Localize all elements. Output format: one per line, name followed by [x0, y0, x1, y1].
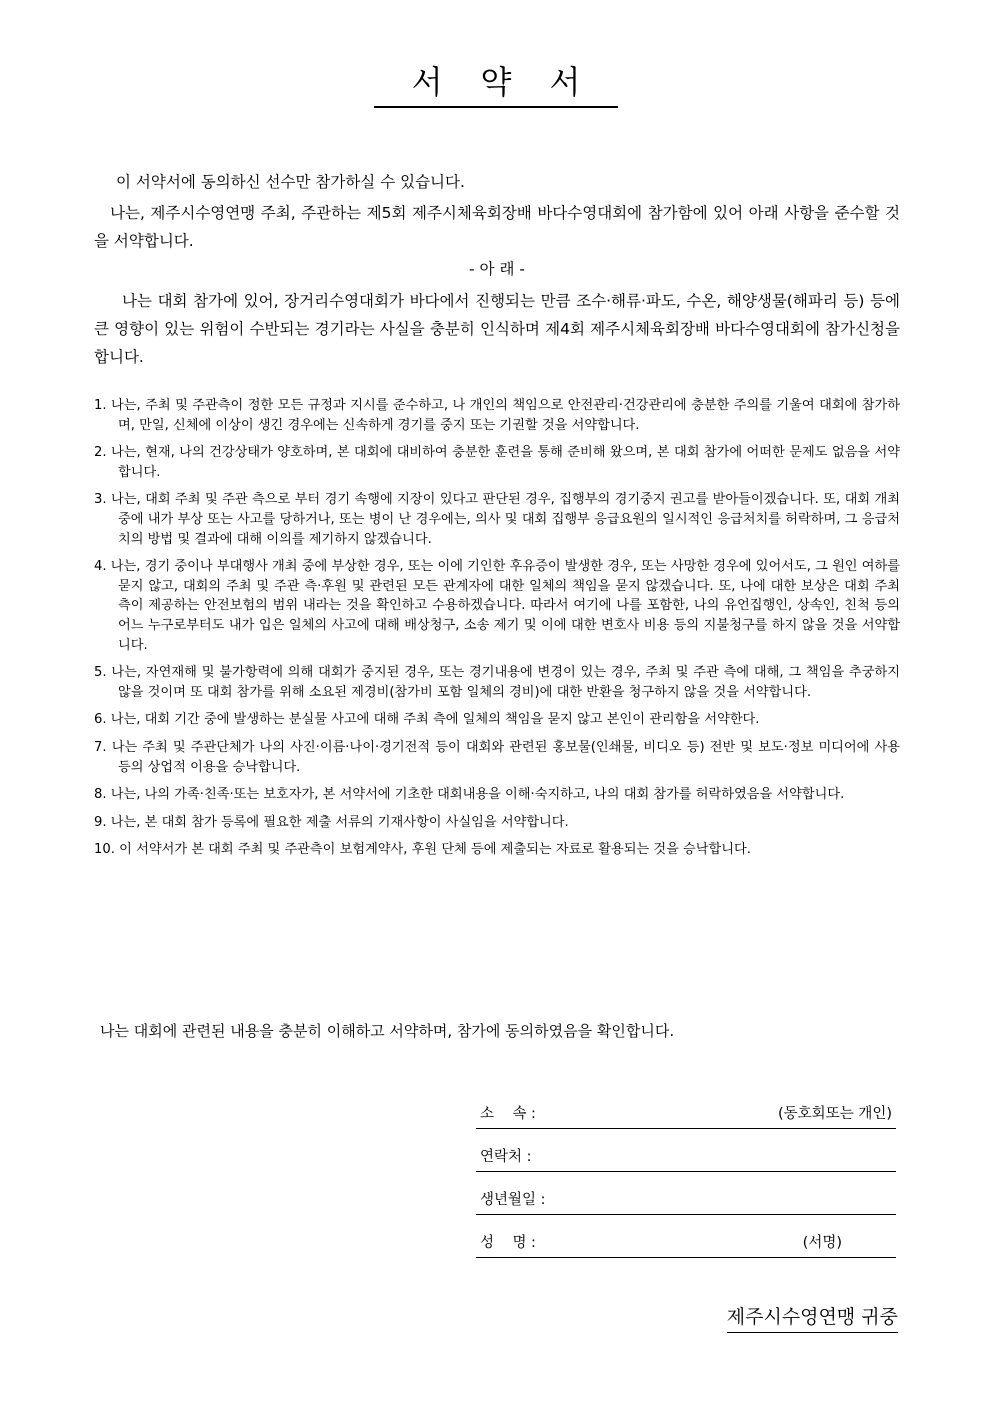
pledge-item: 1. 나는, 주최 및 주관측이 정한 모든 규정과 지시를 준수하고, 나 개인의 책임으로 안전관리·건강관리에 충분한 주의를 기울여 대회에 참가하며, 만일, 신체에 이상이 생긴 경우에는 신속하게 경기를 중지 또는 기권할 것을 서약합니다.: [94, 398, 900, 433]
pledge-item: 9. 나는, 본 대회 참가 등록에 필요한 제출 서류의 기재사항이 사실임을 서약합니다.: [94, 814, 569, 830]
pledge-item: 5. 나는, 자연재해 및 불가항력에 의해 대회가 중지된 경우, 또는 경기내용에 변경이 있는 경우, 주최 및 주관 측에 대해, 그 책임을 추궁하지 않을 것이며 또 대회 참가를 위해 소요된 제경비(참가비 포함 일체의 경비)에 대한 반환을 청구하지 않을 것을 서약합니다.: [94, 665, 900, 700]
affiliation-field[interactable]: [476, 1100, 896, 1129]
birthdate-field[interactable]: [476, 1186, 896, 1215]
affiliation-label: 소 속 :: [480, 1106, 536, 1122]
name-field[interactable]: [476, 1229, 896, 1258]
signature-note: (서명): [802, 1235, 842, 1251]
pledge-item: 2. 나는, 현재, 나의 건강상태가 양호하며, 본 대회에 대비하여 충분한 훈련을 통해 준비해 왔으며, 본 대회 참가에 어떠한 문제도 없음을 서약합니다.: [94, 445, 900, 480]
contact-field[interactable]: [476, 1143, 896, 1172]
pledge-item: 3. 나는, 대회 주최 및 주관 측으로 부터 경기 속행에 지장이 있다고 판단된 경우, 집행부의 경기중지 권고를 받아들이겠습니다. 또, 대회 개최 중에 내가 부상 또는 사고를 당하거나, 또는 병이 난 경우에는, 의사 및 대회 집행부 응급요원의 일시적인 응급처치를 허락하며, 그 응급처치의 방법 및 결과에 대해 이의를 제기하지 않겠습니다.: [94, 492, 900, 547]
name-label: 성 명 :: [480, 1235, 536, 1251]
document-title: 서약서: [374, 58, 619, 108]
section-heading: - 아 래 -: [469, 260, 525, 278]
pledge-item: 6. 나는, 대회 기간 중에 발생하는 분실물 사고에 대해 주최 측에 일체의 책임을 묻지 않고 본인이 관리함을 서약한다.: [94, 712, 760, 728]
pledge-item-list: [94, 396, 900, 868]
preamble-paragraph: 나는 대회 참가에 있어, 장거리수영대회가 바다에서 진행되는 만큼 조수·해류·파도, 수온, 해양생물(해파리 등) 등에 큰 영향이 있는 위험이 수반되는 경기라는 사실을 충분히 인식하며 제4회 제주시체육회장배 바다수영대회에 참가신청을 합니다.: [94, 292, 900, 366]
intro-paragraph-1: 이 서약서에 동의하신 선수만 참가하실 수 있습니다.: [116, 173, 465, 191]
pledge-item: 4. 나는, 경기 중이나 부대행사 개최 중에 부상한 경우, 또는 이에 기인한 후유증이 발생한 경우, 또는 사망한 경우에 있어서도, 그 원인 여하를 묻지 않고, 대회의 주최 및 주관 측·후원 및 관련된 모든 관계자에 대한 일체의 책임을 묻지 않겠습니다. 또, 나에 대한 보상은 대회 주최 측이 제공하는 안전보험의 범위 내라는 것을 확인하고 수용하겠습니다. 따라서 여기에 나를 포함한, 나의 유언집행인, 상속인, 친척 등의 어느 누구로부터도 내가 입은 일체의 사고에 대해 배상청구, 소송 제기 및 이에 대한 변호사 비용 등의 지불청구를 하지 않을 것을 서약합니다.: [94, 559, 900, 653]
addressee: 제주시수영연맹 귀중: [727, 1302, 898, 1333]
intro-paragraph-2: 나는, 제주시수영연맹 주최, 주관하는 제5회 제주시체육회장배 바다수영대회에 참가함에 있어 아래 사항을 준수할 것을 서약합니다.: [94, 204, 900, 250]
contact-label: 연락처 :: [480, 1149, 532, 1165]
affiliation-note: (동호회또는 개인): [778, 1106, 892, 1122]
pledge-item: 10. 이 서약서가 본 대회 주최 및 주관측이 보험계약사, 후원 단체 등에 제출되는 자료로 활용되는 것을 승낙합니다.: [94, 842, 751, 858]
pledge-item: 7. 나는 주최 및 주관단체가 나의 사진·이름·나이·경기전적 등이 대회와 관련된 홍보물(인쇄물, 비디오 등) 전반 및 보도·정보 미디어에 사용 등의 상업적 이용을 승낙합니다.: [94, 739, 900, 775]
pledge-item: 8. 나는, 나의 가족·친족·또는 보호자가, 본 서약서에 기초한 대회내용을 이해·숙지하고, 나의 대회 참가를 허락하였음을 서약합니다.: [94, 787, 845, 803]
title-block: [0, 58, 992, 108]
birthdate-label: 생년월일 :: [480, 1192, 546, 1208]
confirmation-statement: 나는 대회에 관련된 내용을 충분히 이해하고 서약하며, 참가에 동의하였음을 확인합니다.: [100, 1022, 675, 1040]
